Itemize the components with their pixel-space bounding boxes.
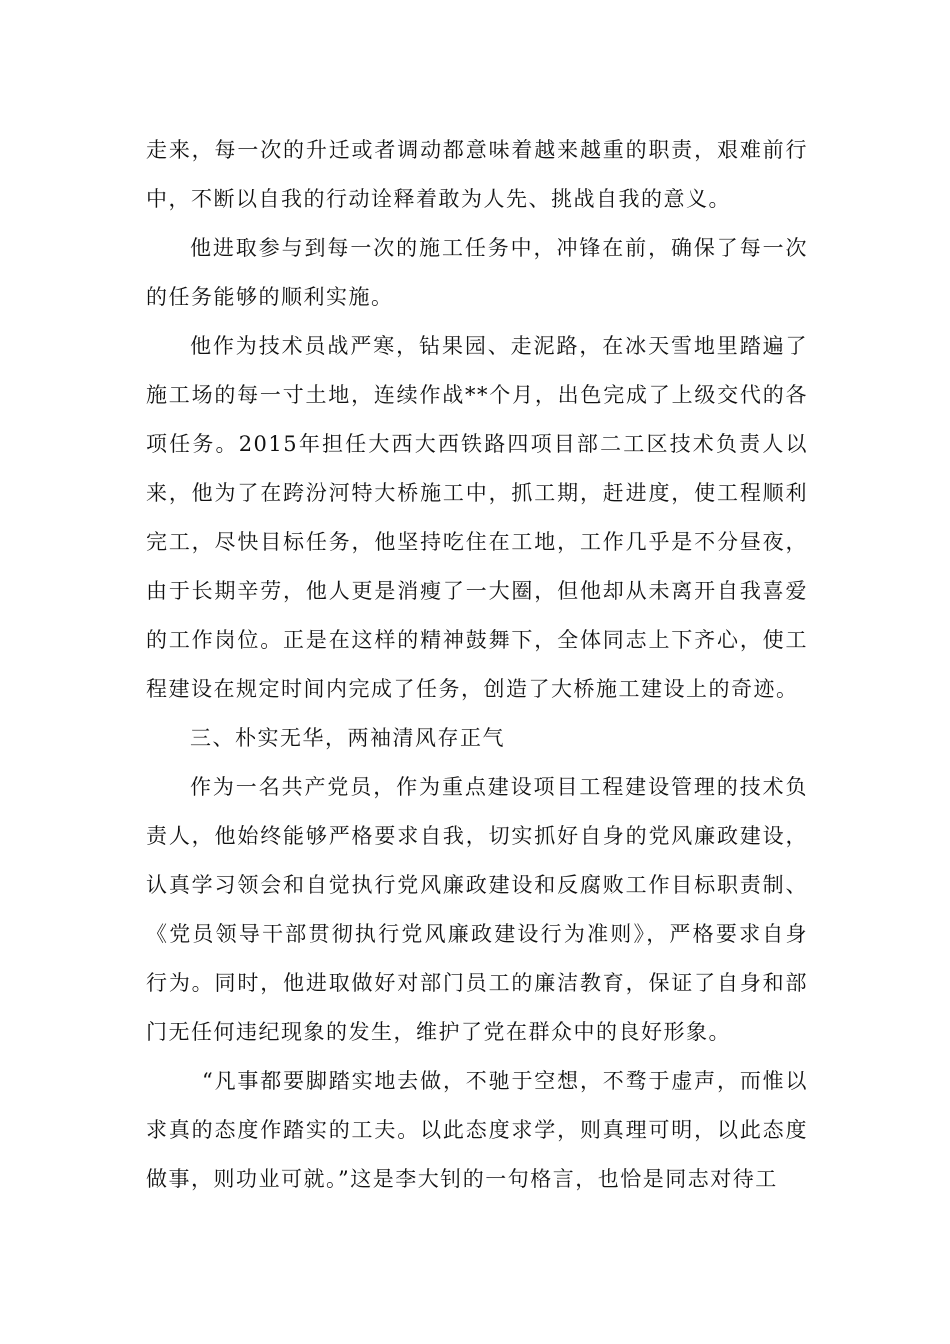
paragraph-continuation: 走来，每一次的升迁或者调动都意味着越来越重的职责，艰难前行中，不断以自我的行动诠释着敢为人先、挑战自我的意义。 <box>146 138 808 211</box>
paragraph-construction-tasks: 他进取参与到每一次的施工任务中，冲锋在前，确保了每一次的任务能够的顺利实施。 <box>146 236 808 309</box>
section-heading-three: 三、朴实无华，两袖清风存正气 <box>190 726 505 750</box>
document-body <box>146 126 808 1204</box>
paragraph-technician-work: 他作为技术员战严寒，钻果园、走泥路，在冰天雪地里踏遍了施工场的每一寸土地，连续作战**个月，出色完成了上级交代的各项任务。2015年担任大西大西铁路四项目部二工区技术负责人以来，他为了在跨汾河特大桥施工中，抓工期，赶进度，使工程顺利完工，尽快目标任务，他坚持吃住在工地，工作几乎是不分昼夜，由于长期辛劳，他人更是消瘦了一大圈，但他却从未离开自我喜爱的工作岗位。正是在这样的精神鼓舞下，全体同志上下齐心，使工程建设在规定时间内完成了任务，创造了大桥施工建设上的奇迹。 <box>146 334 808 701</box>
paragraph-quote: “凡事都要脚踏实地去做，不驰于空想，不骛于虚声，而惟以求真的态度作踏实的工夫。以此态度求学，则真理可明，以此态度做事，则功业可就。”这是李大钊的一句格言，也恰是同志对待工 <box>146 1069 808 1191</box>
paragraph-party-member: 作为一名共产党员，作为重点建设项目工程建设管理的技术负责人，他始终能够严格要求自我，切实抓好自身的党风廉政建设，认真学习领会和自觉执行党风廉政建设和反腐败工作目标职责制、《党员领导干部贯彻执行党风廉政建设行为准则》，严格要求自身行为。同时，他进取做好对部门员工的廉洁教育，保证了自身和部门无任何违纪现象的发生，维护了党在群众中的良好形象。 <box>146 775 808 1044</box>
